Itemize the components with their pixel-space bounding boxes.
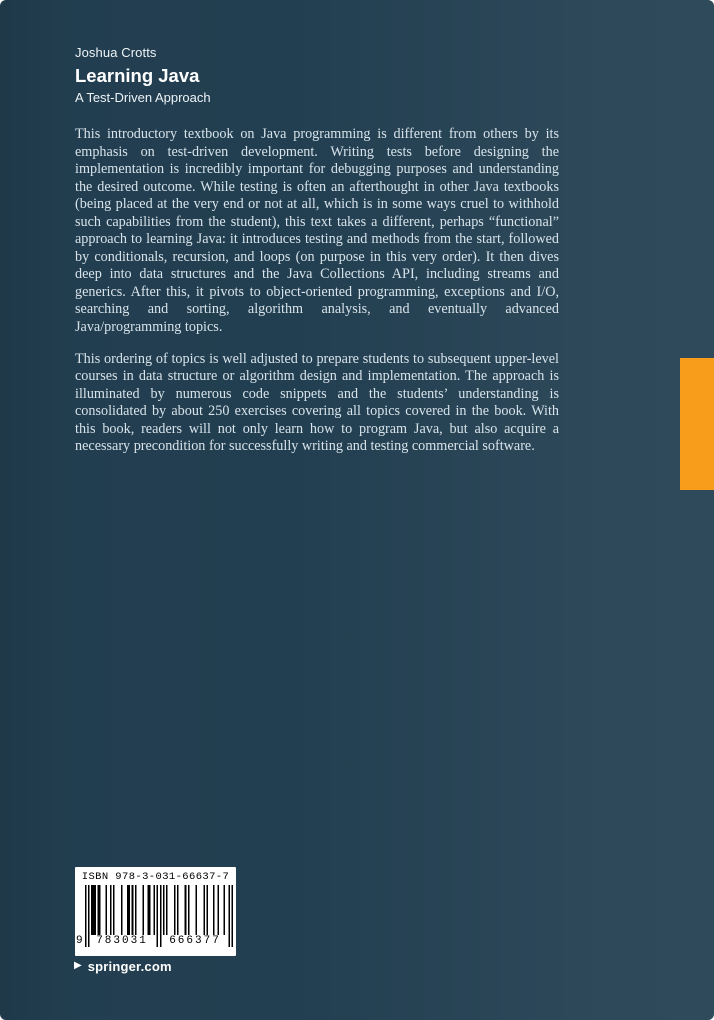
blurb-paragraph-1: This introductory textbook on Java programming is different from others by its emphasis on test-driven development. Writing tests before designing the implementation is incredibly important for debugging purposes and understanding the desired outcome. While testing is often an afterthought in other Java textbooks (being placed at the very end or not at all, which is in some ways cruel to withhold such capabilities from the student), this text takes a different, perhaps “functional” approach to learning Java: it introduces testing and methods from the start, followed by conditionals, recursion, and loops (on purpose in this very order). It then dives deep into data structures and the Java Collections API, including streams and generics. After this, it pivots to object-oriented programming, exceptions and I/O, searching and sorting, algorithm analysis, and eventually advanced Java/programming topics. [75, 126, 559, 336]
isbn-label: ISBN 978-3-031-66637-7 [81, 871, 230, 883]
title-block [75, 45, 211, 105]
ean13-barcode [76, 885, 233, 947]
spine-accent-tab [680, 358, 714, 490]
barcode-digits-left: 783031 [96, 935, 148, 947]
blurb-paragraph-2: This ordering of topics is well adjusted to prepare students to subsequent upper-level courses in data structure or algorithm design and implementation. The approach is illuminated by numerous code snippets and the students’ understanding is consolidated by about 250 exercises covering all topics covered in the book. With this book, readers will not only learn how to program Java, but also acquire a necessary precondition for successfully writing and testing commercial software. [75, 350, 559, 455]
publisher-footer [74, 958, 172, 974]
barcode-digits-right: 666377 [169, 935, 221, 947]
author-name: Joshua Crotts [75, 45, 157, 60]
springer-website: springer.com [87, 958, 172, 974]
book-title: Learning Java [75, 65, 200, 86]
arrow-icon: ▶ [74, 960, 82, 971]
barcode-box [75, 867, 236, 956]
book-subtitle: A Test-Driven Approach [75, 90, 211, 105]
back-cover-blurb [75, 126, 559, 470]
barcode-digit-first: 9 [76, 935, 83, 947]
